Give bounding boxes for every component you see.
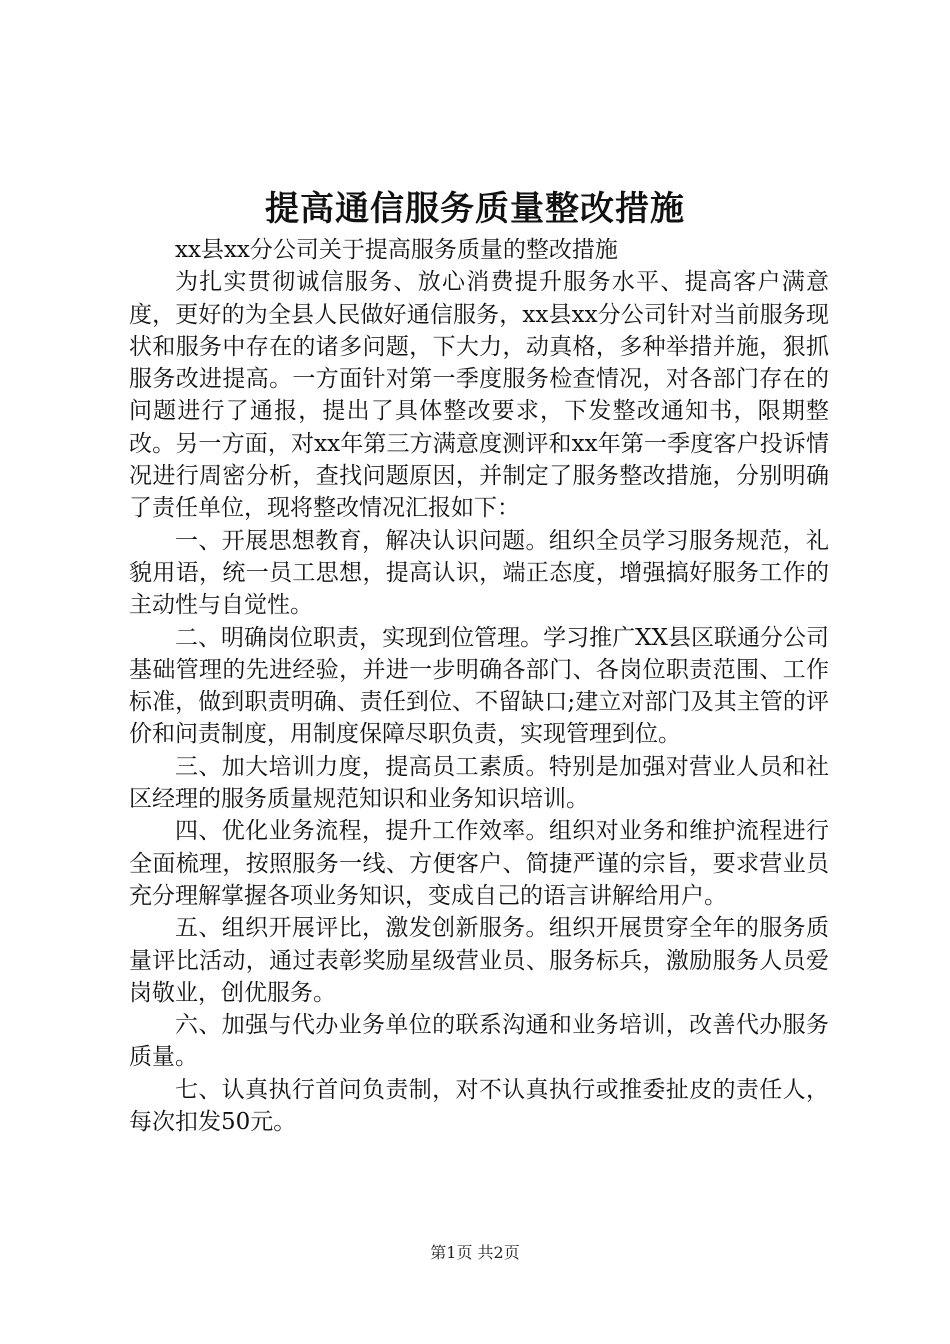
paragraph-item-3: 三、加大培训力度，提高员工素质。特别是加强对营业人员和社区经理的服务质量规范知识和业务知识培训。 xyxy=(129,753,829,813)
paragraph-item-5: 五、组织开展评比，激发创新服务。组织开展贯穿全年的服务质量评比活动，通过表彰奖励星级营业员、服务标兵，激励服务人员爱岗敬业，创优服务。 xyxy=(129,915,829,1006)
paragraph-item-7: 七、认真执行首问负责制，对不认真执行或推委扯皮的责任人，每次扣发50元。 xyxy=(129,1076,829,1136)
document-title: 提高通信服务质量整改措施 xyxy=(265,189,685,229)
paragraph-item-1: 一、开展思想教育，解决认识问题。组织全员学习服务规范，礼貌用语，统一员工思想，提高认识，端正态度，增强搞好服务工作的主动性与自觉性。 xyxy=(129,527,829,619)
paragraph-intro: 为扎实贯彻诚信服务、放心消费提升服务水平、提高客户满意度，更好的为全县人民做好通信服务，xx县xx分公司针对当前服务现状和服务中存在的诸多问题，下大力，动真格，多种举措并施，狠抓服务改进提高。一方面针对第一季度服务检查情况，对各部门存在的问题进行了通报，提出了具体整改要求，下发整改通知书，限期整改。另一方面，对xx年第三方满意度测评和xx年第一季度客户投诉情况进行周密分析，查找问题原因，并制定了服务整改措施，分别明确了责任单位，现将整改情况汇报如下： xyxy=(129,269,829,522)
document-body xyxy=(129,234,829,1138)
paragraph-subtitle: xx县xx分公司关于提高服务质量的整改措施 xyxy=(175,237,618,263)
paragraph-item-6: 六、加强与代办业务单位的联系沟通和业务培训，改善代办服务质量。 xyxy=(129,1012,829,1071)
paragraph-item-2: 二、明确岗位职责，实现到位管理。学习推广XX县区联通分公司基础管理的先进经验，并进一步明确各部门、各岗位职责范围、工作标准，做到职责明确、责任到位、不留缺口;建立对部门及其主管的评价和问责制度，用制度保障尽职负责，实现管理到位。 xyxy=(129,624,829,748)
paragraph-item-4: 四、优化业务流程，提升工作效率。组织对业务和维护流程进行全面梳理，按照服务一线、方便客户、简捷严谨的宗旨，要求营业员充分理解掌握各项业务知识，变成自己的语言讲解给用户。 xyxy=(129,818,829,909)
page-footer: 第1页 共2页 xyxy=(430,1243,520,1262)
